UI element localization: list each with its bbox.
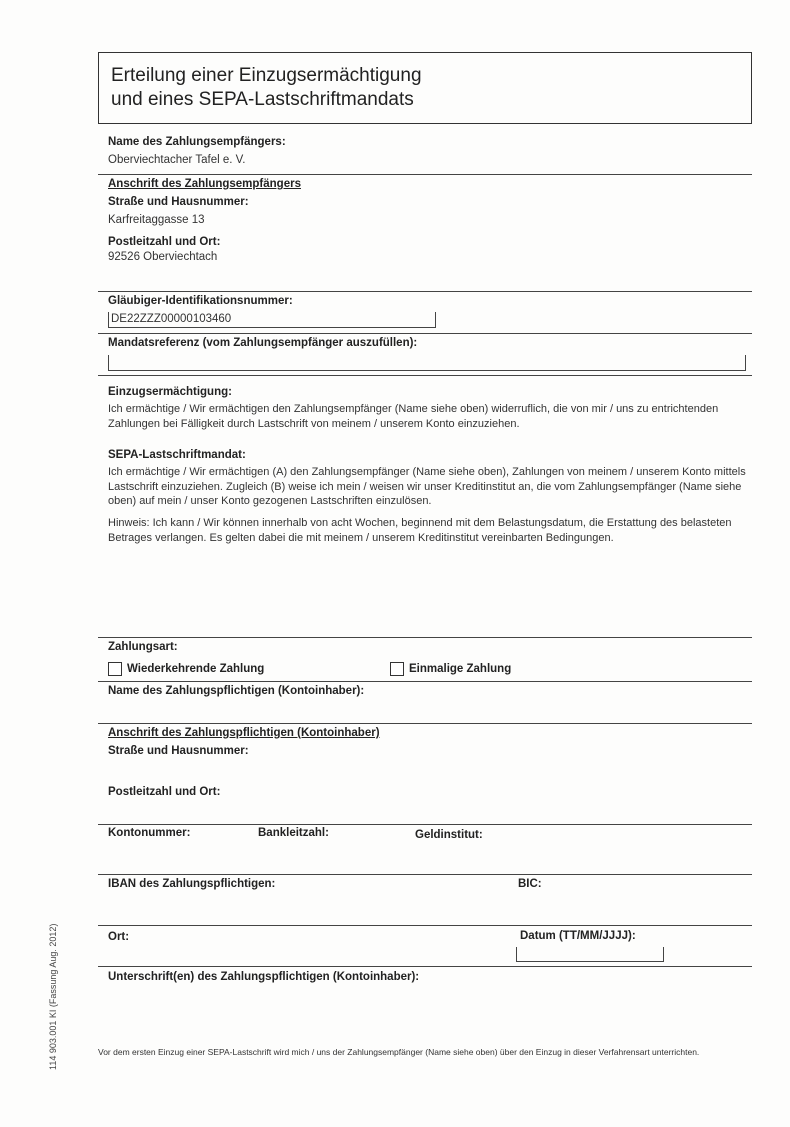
date-label: Datum (TT/MM/JJJJ): bbox=[520, 930, 636, 942]
creditor-id-label: Gläubiger-Identifikationsnummer: bbox=[108, 295, 293, 307]
divider bbox=[98, 824, 752, 825]
divider bbox=[98, 375, 752, 376]
divider bbox=[98, 874, 752, 875]
payee-street-value: Karfreitaggasse 13 bbox=[108, 214, 205, 226]
form-title-line-2: und eines SEPA-Lastschriftmandats bbox=[111, 89, 414, 110]
payer-name-label: Name des Zahlungspflichtigen (Kontoinhaber): bbox=[108, 685, 365, 697]
mandate-ref-field[interactable] bbox=[108, 355, 746, 371]
place-label: Ort: bbox=[108, 931, 130, 943]
payee-name-value: Oberviechtacher Tafel e. V. bbox=[108, 154, 246, 166]
divider bbox=[98, 637, 752, 638]
payee-city-value: 92526 Oberviechtach bbox=[108, 251, 218, 263]
sepa-heading: SEPA-Lastschriftmandat: bbox=[108, 449, 246, 461]
payer-address-heading: Anschrift des Zahlungspflichtigen (Kontoinhaber) bbox=[108, 727, 380, 739]
signature-label: Unterschrift(en) des Zahlungspflichtigen (Kontoinhaber): bbox=[108, 971, 420, 983]
divider bbox=[98, 925, 752, 926]
single-payment-checkbox[interactable] bbox=[390, 662, 404, 676]
payee-city-label: Postleitzahl und Ort: bbox=[108, 236, 221, 248]
iban-label: IBAN des Zahlungspflichtigen: bbox=[108, 878, 276, 890]
divider bbox=[98, 681, 752, 682]
footer-notice: Vor dem ersten Einzug einer SEPA-Lastschrift wird mich / uns der Zahlungsempfänger (Name siehe oben) über den Einzug in dieser Verfahrensart unterrichten. bbox=[98, 1047, 700, 1057]
payer-street-label: Straße und Hausnummer: bbox=[108, 745, 249, 757]
recurring-payment-label: Wiederkehrende Zahlung bbox=[127, 663, 265, 675]
form-title-line-1: Erteilung einer Einzugsermächtigung bbox=[111, 65, 422, 86]
institution-label: Geldinstitut: bbox=[415, 829, 483, 841]
payee-address-heading: Anschrift des Zahlungsempfängers bbox=[108, 178, 301, 190]
creditor-id-value: DE22ZZZ00000103460 bbox=[111, 313, 232, 325]
authorization-heading: Einzugsermächtigung: bbox=[108, 386, 232, 398]
divider bbox=[98, 174, 752, 175]
account-number-label: Kontonummer: bbox=[108, 827, 191, 839]
date-field[interactable] bbox=[516, 947, 664, 962]
sepa-note: Hinweis: Ich kann / Wir können innerhalb von acht Wochen, beginnend mit dem Belastungsdatum, die Erstattung des belasteten Betrages verlangen. Es gelten dabei die mit meinem / unserem Kreditinstitut vereinbarten Bedingungen. bbox=[108, 517, 732, 544]
form-title-box bbox=[98, 52, 752, 124]
divider bbox=[98, 966, 752, 967]
bank-code-label: Bankleitzahl: bbox=[258, 827, 329, 839]
payer-city-label: Postleitzahl und Ort: bbox=[108, 786, 221, 798]
divider bbox=[98, 291, 752, 292]
divider bbox=[98, 333, 752, 334]
creditor-id-field[interactable] bbox=[108, 312, 436, 328]
payee-street-label: Straße und Hausnummer: bbox=[108, 196, 249, 208]
sepa-text: Ich ermächtige / Wir ermächtigen (A) den Zahlungsempfänger (Name siehe oben), Zahlungen von meinem / unserem Konto mittels Lastschrift einzuziehen. Zugleich (B) weise ich mein / weisen wir unser Kreditinstitut an, die vom Zahlungsempfänger (Name siehe oben) auf mein / unser Konto gezogenen Lastschriften einzulösen. bbox=[108, 466, 746, 507]
authorization-text: Ich ermächtige / Wir ermächtigen den Zahlungsempfänger (Name siehe oben) widerruflich, die von mir / uns zu entrichtenden Zahlungen bei Fälligkeit durch Lastschrift von meinem / unserem Konto einzuziehen. bbox=[108, 403, 719, 430]
mandate-ref-label: Mandatsreferenz (vom Zahlungsempfänger auszufüllen): bbox=[108, 337, 418, 349]
payee-name-label: Name des Zahlungsempfängers: bbox=[108, 136, 286, 148]
recurring-payment-checkbox[interactable] bbox=[108, 662, 122, 676]
payment-type-label: Zahlungsart: bbox=[108, 641, 178, 653]
single-payment-label: Einmalige Zahlung bbox=[409, 663, 512, 675]
divider bbox=[98, 723, 752, 724]
form-number-side-note: 114 903.001 KI (Fassung Aug. 2012) bbox=[48, 923, 58, 1070]
bic-label: BIC: bbox=[518, 878, 542, 890]
